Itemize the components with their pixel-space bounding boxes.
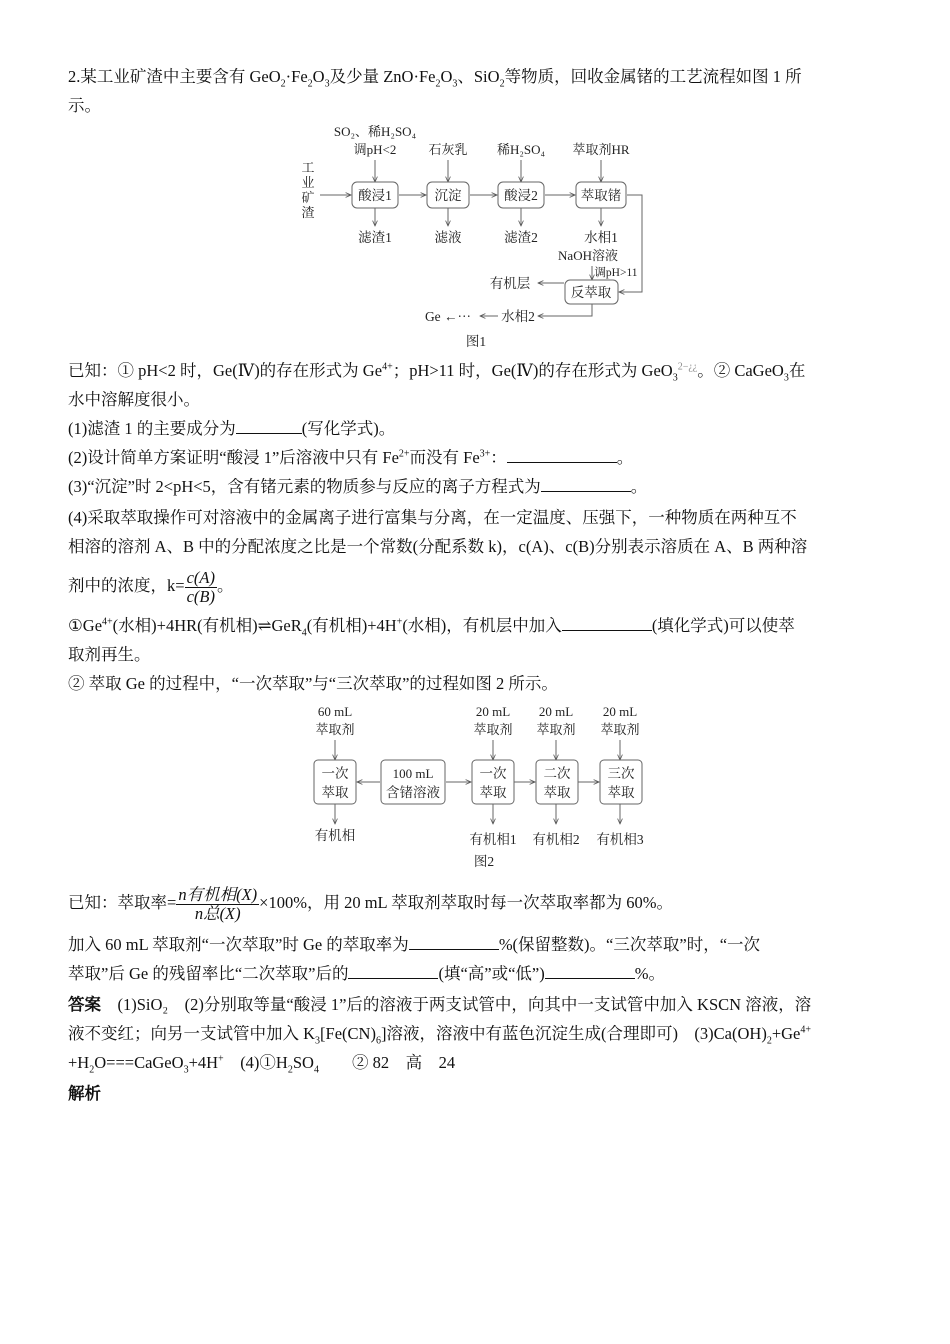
- output-residue-1: 滤渣1: [358, 230, 392, 245]
- reagent-3: 稀H₂SO₄: [496, 142, 546, 157]
- svg-text:反萃取: 反萃取: [570, 285, 612, 300]
- question-1: (1)滤渣 1 的主要成分为 (写化学式)。: [68, 414, 883, 443]
- svg-text:矿: 矿: [301, 190, 315, 205]
- answer-label: 答案: [68, 995, 101, 1014]
- output-filtrate: 滤液: [434, 230, 462, 245]
- naoh-ph-label: 调pH>11: [594, 267, 638, 279]
- known-1-line2: 水中溶解度很小。: [68, 390, 200, 409]
- answer-blank: [236, 415, 302, 434]
- svg-text:酸浸1: 酸浸1: [358, 188, 392, 203]
- ge-label: Ge ←···: [424, 309, 472, 324]
- svg-text:萃取剂: 萃取剂: [473, 722, 513, 737]
- svg-text:萃取锗: 萃取锗: [580, 188, 622, 203]
- extraction-rate-fraction: $\frac{\text{n有机相(X)}}{\text{n总(X)}}$: [178, 884, 258, 923]
- organic-phase-2: 有机相2: [532, 832, 580, 847]
- answer-line3: $+H_2O===CaGeO_3+4H^+$ $(4)①H_2SO_4$ ② 82 高 24: [68, 1053, 456, 1076]
- svg-text:一次: 一次: [321, 766, 349, 781]
- extraction-svg: [68, 698, 883, 876]
- svg-text:20 mL: 20 mL: [475, 704, 511, 719]
- output-aqueous-1: 水相1: [584, 230, 618, 245]
- question-4-line1: (4)采取萃取操作可对溶液中的金属离子进行富集与分离，在一定温度、压强下，一种物质在两种互不: [68, 508, 797, 527]
- question-4-line2: 相溶的溶剂 A、B 中的分配浓度之比是一个常数(分配系数 k)，c(A)、c(B)分别表示溶质在 A、B 两种溶: [68, 537, 808, 556]
- organic-phase: 有机相: [314, 828, 356, 843]
- svg-text:萃取剂: 萃取剂: [315, 722, 355, 737]
- svg-text:三次: 三次: [607, 766, 635, 781]
- reagent-2: 石灰乳: [428, 142, 468, 157]
- svg-text:萃取剂: 萃取剂: [536, 722, 576, 737]
- question-4-1: $①Ge^{4+}$(水相)+4HR(有机相)⇌GeR$_4$(有机相)+4H+(水相)，有机层中加入 (填化学式)可以使萃: [68, 611, 883, 640]
- raw-material-label-1: 工: [301, 160, 315, 175]
- answer-blank: [409, 931, 499, 950]
- svg-text:100 mL: 100 mL: [392, 766, 434, 781]
- question-intro: 2.某工业矿渣中主要含有 $GeO_2\cdot Fe_2O_3$及少量 $ZnO\cdot Fe_2O_3$、SiO$_2$等物质，回收金属锗的工艺流程如图 1 所: [68, 67, 802, 90]
- svg-text:萃取剂: 萃取剂: [600, 722, 640, 737]
- organic-layer-label: 有机层: [489, 276, 531, 291]
- svg-text:萃取: 萃取: [321, 785, 349, 800]
- figure-2-diagram: [68, 698, 883, 876]
- document-page: [68, 62, 883, 1108]
- answer-blank: [541, 473, 631, 492]
- figure-1-caption: 图1: [465, 334, 487, 349]
- svg-text:一次: 一次: [479, 766, 507, 781]
- output-residue-2: 滤渣2: [504, 230, 538, 245]
- answer-blank: [562, 612, 652, 631]
- svg-text:20 mL: 20 mL: [602, 704, 638, 719]
- question-4-1-line2: 取剂再生。: [68, 645, 151, 664]
- known-2: 已知：萃取率= $\frac{\text{n有机相(X)}}{\text{n总(X)}}$ ×100%，用 20 mL 萃取剂萃取时每一次萃取率都为 60%。: [68, 884, 673, 923]
- question-4-2b-line1: 加入 60 mL 萃取剂“一次萃取”时 Ge 的萃取率为 %(保留整数)。“三次萃取”时，“一次: [68, 930, 883, 959]
- organic-phase-3: 有机相3: [596, 832, 644, 847]
- question-4-2: ② 萃取 Ge 的过程中，“一次萃取”与“三次萃取”的过程如图 2 所示。: [68, 674, 558, 693]
- svg-text:60 mL: 60 mL: [317, 704, 353, 719]
- svg-text:20 mL: 20 mL: [538, 704, 574, 719]
- svg-text:渣: 渣: [301, 205, 315, 220]
- svg-text:二次: 二次: [543, 766, 571, 781]
- question-4-line3: 剂中的浓度，k= $\frac{c(A)}{c(B)}$ 。: [68, 567, 234, 606]
- known-1: 已知：① pH<2 时，Ge(Ⅳ)的存在形式为 $Ge^{4+}$；pH>11 时，Ge(Ⅳ)的存在形式为 GeO$_3^{2-¿¿}$。② CaGeO$_3$在: [68, 361, 806, 384]
- svg-text:业: 业: [301, 175, 315, 190]
- partition-fraction: $\frac{c(A)}{c(B)}$: [186, 567, 215, 606]
- flowchart-svg: [68, 120, 883, 352]
- reagent-1b: 调pH<2: [353, 142, 397, 157]
- answer-blank: [545, 960, 635, 979]
- figure-2-caption: 图2: [473, 854, 495, 869]
- naoh-label: NaOH溶液: [558, 248, 618, 263]
- analysis-label: 解析: [68, 1084, 101, 1103]
- reagent-1a: SO₂、稀H₂SO₄: [333, 124, 417, 139]
- svg-text:萃取: 萃取: [607, 785, 635, 800]
- answer-blank: [507, 444, 617, 463]
- figure-1-flowchart: [68, 120, 883, 352]
- aqueous-2-label: 水相2: [501, 309, 535, 324]
- svg-text:萃取: 萃取: [543, 785, 571, 800]
- svg-text:萃取: 萃取: [479, 785, 507, 800]
- svg-text:沉淀: 沉淀: [434, 188, 462, 203]
- svg-text:酸浸2: 酸浸2: [504, 188, 538, 203]
- svg-text:含锗溶液: 含锗溶液: [386, 785, 440, 800]
- question-2: (2)设计简单方案证明“酸浸 1”后溶液中只有 $Fe^{2+}$而没有 $Fe^{3+}$： 。: [68, 443, 883, 472]
- question-intro-line2: 示。: [68, 96, 101, 115]
- answer-blank: [348, 960, 438, 979]
- organic-phase-1: 有机相1: [469, 832, 517, 847]
- answer-line1: 答案 (1)SiO₂ (2)分别取等量“酸浸 1”后的溶液于两支试管中，向其中一支试管中加入 KSCN 溶液，溶: [68, 995, 812, 1014]
- question-4-2b-line2: 萃取”后 Ge 的残留率比“二次萃取”后的 (填“高”或“低”) %。: [68, 959, 883, 988]
- question-3: (3)“沉淀”时 2<pH<5，含有锗元素的物质参与反应的离子方程式为 。: [68, 472, 883, 501]
- answer-line2: 液不变红；向另一支试管中加入 $K_3[Fe(CN)_6]$溶液，溶液中有蓝色沉淀生成(合理即可) $(3)Ca(OH)_2+Ge^{4+}$: [68, 1024, 812, 1047]
- reagent-4: 萃取剂HR: [572, 142, 630, 157]
